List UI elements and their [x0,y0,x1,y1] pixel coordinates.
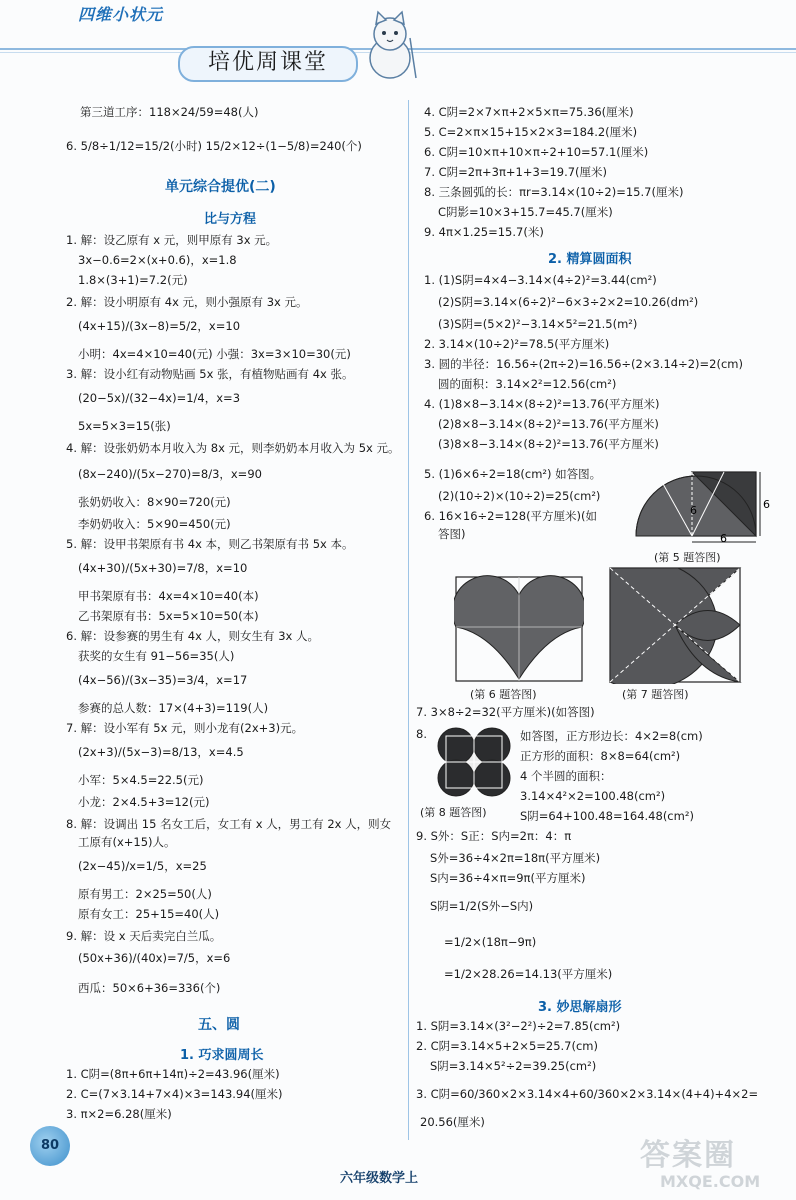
watermark-url: MXQE.COM [660,1172,761,1191]
header-title: 培优周课堂 [178,46,358,82]
cat-mascot-icon [360,8,420,82]
series-logo: 四维小状元 [78,5,164,24]
unit-title: 单元综合提优(二) [165,179,276,195]
answer-line: C阴影=10×3+15.7=45.7(厘米) [438,205,613,219]
answer-line: (4x−56)/(3x−35)=3/4，x=17 [78,673,248,687]
answer-line: 3. π×2=6.28(厘米) [66,1107,172,1121]
answer-line: 西瓜：50×6+36=336(个) [78,981,221,995]
figure-8 [434,724,514,800]
answer-line: 5. 解：设甲书架原有书 4x 本，则乙书架原有书 5x 本。 [66,537,354,551]
answer-line: (4x+15)/(3x−8)=5/2，x=10 [78,319,241,333]
fig5-label-bottom: 6 [720,532,727,545]
answer-line: 第三道工序：118×24/59=48(人) [80,105,259,119]
answer-line: 1. C阴=(8π+6π+14π)÷2=43.96(厘米) [66,1067,280,1081]
answer-line: 工原有(x+15)人。 [78,835,176,849]
answer-line: 6. 5/8÷1/12=15/2(小时) 15/2×12÷(1−5/8)=240(个) [66,139,362,153]
answer-line: 张奶奶收入：8×90=720(元) [78,495,231,509]
chapter-title: 五、圆 [198,1017,240,1033]
answer-line: 李奶奶收入：5×90=450(元) [78,517,231,531]
answer-line: S阴=1/2(S外−S内) [430,899,534,913]
answer-line: 7. 解：设小军有 5x 元，则小龙有(2x+3)元。 [66,721,304,735]
section-title: 2. 精算圆面积 [548,252,632,267]
page-number: 80 [30,1126,70,1166]
answer-line: 8. 解：设调出 15 名女工后，女工有 x 人，男工有 2x 人，则女 [66,817,392,831]
answer-line: 3. 解：设小红有动物贴画 5x 张，有植物贴画有 4x 张。 [66,367,354,381]
answer-line: 3. 圆的半径：16.56÷(2π÷2)=16.56÷(2×3.14÷2)=2(cm) [424,357,743,371]
answer-line: 3.14×4²×2=100.48(cm²) [520,789,666,803]
fig5-label-right: 6 [763,498,770,511]
answer-line: (2)(10÷2)×(10÷2)=25(cm²) [438,489,601,503]
figure-5 [632,470,770,548]
section-title: 比与方程 [204,212,257,227]
answer-line: 1. (1)S阴=4×4−3.14×(4÷2)²=3.44(cm²) [424,273,657,287]
answer-line: =1/2×28.26=14.13(平方厘米) [444,967,613,981]
answer-line: (2)S阴=3.14×(6÷2)²−6×3÷2×2=10.26(dm²) [438,295,699,309]
answer-line: 8. [416,727,427,741]
answer-line: 1. 解：设乙原有 x 元，则甲原有 3x 元。 [66,233,278,247]
figure-caption: (第 6 题答图) [470,688,537,701]
answer-line: (2x−45)/x=1/5，x=25 [78,859,207,873]
answer-line: 乙书架原有书：5x=5×10=50(本) [78,609,259,623]
answer-line: 小龙：2×4.5+3=12(元) [78,795,210,809]
answer-line: (2)8×8−3.14×(8÷2)²=13.76(平方厘米) [438,417,659,431]
answer-line: 2. C=(7×3.14+7×4)×3=143.94(厘米) [66,1087,283,1101]
answer-line: 6. C阴=10×π+10×π÷2+10=57.1(厘米) [424,145,649,159]
answer-line: 5x=5×3=15(张) [78,419,171,433]
answer-line: S外=36÷4×2π=18π(平方厘米) [430,851,601,865]
answer-line: 原有女工：25+15=40(人) [78,907,220,921]
answer-line: 3. C阴=60/360×2×3.14×4+60/360×2×3.14×(4+4)+4×2= [416,1087,759,1101]
answer-line: 9. 4π×1.25=15.7(米) [424,225,544,239]
footer-subject: 六年级数学上 [340,1171,419,1186]
column-divider [408,100,409,1140]
answer-line: 获奖的女生有 91−56=35(人) [78,649,235,663]
answer-line: 6. 16×16÷2=128(平方厘米)(如 [424,509,598,523]
answer-line: 4. 解：设张奶奶本月收入为 8x 元，则李奶奶本月收入为 5x 元。 [66,441,400,455]
figure-caption: (第 7 题答图) [622,688,689,701]
answer-line: (3)8×8−3.14×(8÷2)²=13.76(平方厘米) [438,437,659,451]
answer-line: 如答图，正方形边长：4×2=8(cm) [520,729,703,743]
answer-line: 2. 3.14×(10÷2)²=78.5(平方厘米) [424,337,610,351]
answer-line: (2x+3)/(5x−3)=8/13，x=4.5 [78,745,244,759]
answer-line: 20.56(厘米) [420,1115,485,1129]
answer-line: 9. 解：设 x 天后卖完白兰瓜。 [66,929,222,943]
answer-line: 小军：5×4.5=22.5(元) [78,773,204,787]
figure-caption: (第 8 题答图) [420,806,487,819]
answer-line: (20−5x)/(32−4x)=1/4，x=3 [78,391,241,405]
section-title: 1. 巧求圆周长 [180,1048,264,1063]
answer-line: 4. C阴=2×7×π+2×5×π=75.36(厘米) [424,105,634,119]
fig5-label-inner: 6 [690,504,697,517]
answer-line: 6. 解：设参赛的男生有 4x 人，则女生有 3x 人。 [66,629,319,643]
answer-line: 原有男工：2×25=50(人) [78,887,212,901]
answer-line: 小明：4x=4×10=40(元) 小强：3x=3×10=30(元) [78,347,351,361]
answer-line: (8x−240)/(5x−270)=8/3，x=90 [78,467,262,481]
answer-line: 7. C阴=2π+3π+1+3=19.7(厘米) [424,165,608,179]
answer-line: (3)S阴=(5×2)²−3.14×5²=21.5(m²) [438,317,638,331]
answer-line: 5. C=2×π×15+15×2×3=184.2(厘米) [424,125,638,139]
answer-line: =1/2×(18π−9π) [444,935,537,949]
answer-line: 1.8×(3+1)=7.2(元) [78,273,188,287]
answer-line: 3x−0.6=2×(x+0.6)，x=1.8 [78,253,237,267]
answer-line: 参赛的总人数：17×(4+3)=119(人) [78,701,269,715]
answer-line: 8. 三条圆弧的长：πr=3.14×(10÷2)=15.7(厘米) [424,185,684,199]
answer-line: 答图) [438,527,466,541]
page-header [0,0,796,92]
answer-line: (50x+36)/(40x)=7/5，x=6 [78,951,231,965]
answer-line: 圆的面积：3.14×2²=12.56(cm²) [438,377,617,391]
answer-line: 7. 3×8÷2=32(平方厘米)(如答图) [416,705,595,719]
answer-line: S阴=64+100.48=164.48(cm²) [520,809,694,823]
answer-line: S内=36÷4×π=9π(平方厘米) [430,871,586,885]
answer-line: 2. 解：设小明原有 4x 元，则小强原有 3x 元。 [66,295,308,309]
figure-6 [454,575,584,683]
answer-line: (4x+30)/(5x+30)=7/8，x=10 [78,561,248,575]
answer-line: S阴=3.14×5²÷2=39.25(cm²) [430,1059,597,1073]
answer-line: 甲书架原有书：4x=4×10=40(本) [78,589,259,603]
answer-line: 2. C阴=3.14×5+2×5=25.7(cm) [416,1039,598,1053]
figure-caption: (第 5 题答图) [654,551,721,564]
section-title: 3. 妙思解扇形 [538,1000,622,1015]
answer-line: 4 个半圆的面积： [520,769,612,783]
answer-line: 9. S外：S正：S内=2π：4：π [416,829,572,843]
watermark-logo: 答案圈 [640,1138,736,1173]
answer-line: 正方形的面积：8×8=64(cm²) [520,749,681,763]
answer-line: 4. (1)8×8−3.14×(8÷2)²=13.76(平方厘米) [424,397,660,411]
answer-line: 5. (1)6×6÷2=18(cm²) 如答图。 [424,467,602,481]
figure-7 [608,566,742,684]
answer-line: 1. S阴=3.14×(3²−2²)÷2=7.85(cm²) [416,1019,621,1033]
